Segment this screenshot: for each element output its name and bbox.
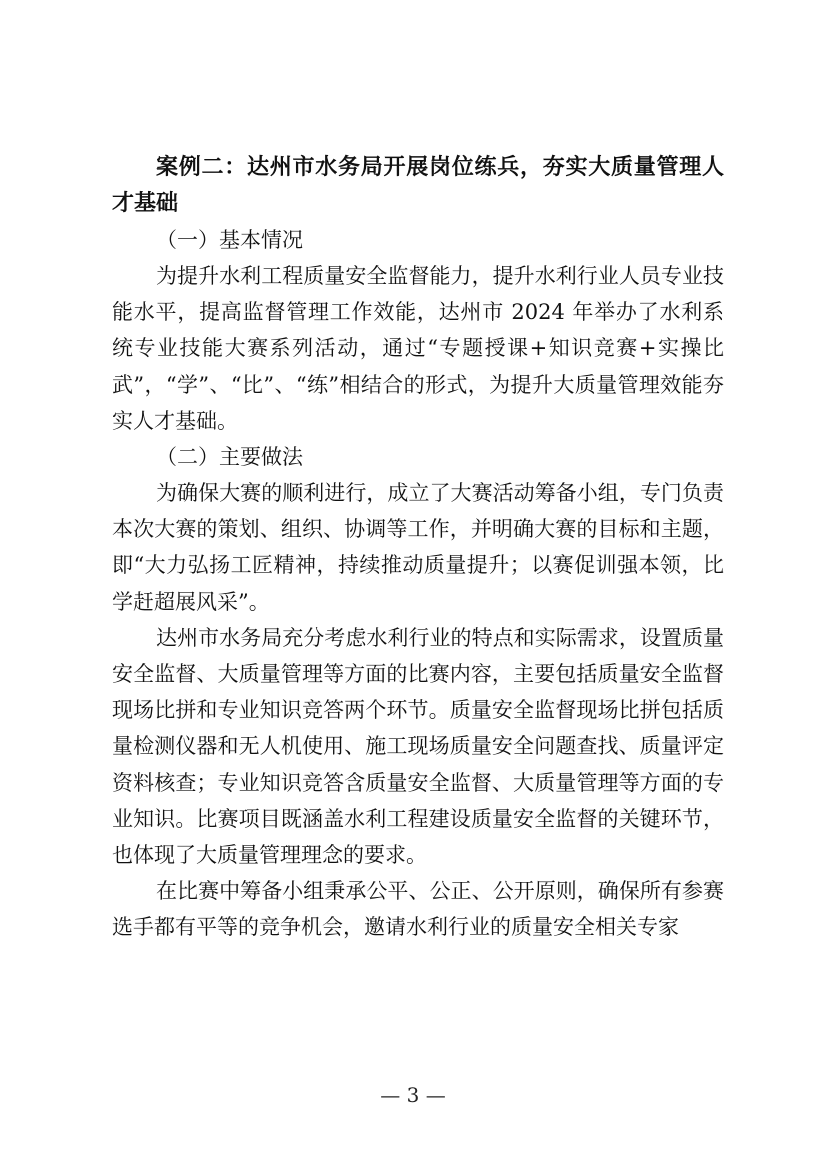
document-page <box>112 150 724 946</box>
paragraph: 为提升水利工程质量安全监督能力，提升水利行业人员专业技能水平，提高监督管理工作效能，达州市 2024 年举办了水利系统专业技能大赛系列活动，通过“专题授课+知识竞赛+实操比武”，“学”、“比”、“练”相结合的形式，为提升大质量管理效能夯实人才基础。 <box>112 264 724 433</box>
section-heading-basic: （一）基本情况 <box>156 228 303 252</box>
paragraph: 达州市水务局充分考虑水利行业的特点和实际需求，设置质量安全监督、大质量管理等方面的比赛内容，主要包括质量安全监督现场比拼和专业知识竞答两个环节。质量安全监督现场比拼包括质量检测仪器和无人机使用、施工现场质量安全问题查找、质量评定资料核查；专业知识竞答含质量安全监督、大质量管理等方面的专业知识。比赛项目既涵盖水利工程建设质量安全监督的关键环节，也体现了大质量管理理念的要求。 <box>112 625 724 868</box>
case-title: 案例二：达州市水务局开展岗位练兵，夯实大质量管理人才基础 <box>112 155 724 216</box>
paragraph: 在比赛中筹备小组秉承公平、公正、公开原则，确保所有参赛选手都有平等的竞争机会，邀请水利行业的质量安全相关专家 <box>112 879 724 940</box>
page-number: — 3 — <box>380 1083 446 1107</box>
paragraph: 为确保大赛的顺利进行，成立了大赛活动筹备小组，专门负责本次大赛的策划、组织、协调等工作，并明确大赛的目标和主题，即“大力弘扬工匠精神，持续推动质量提升；以赛促训强本领，比学赶超展风采”。 <box>112 481 724 614</box>
section-heading-methods: （二）主要做法 <box>156 445 303 470</box>
